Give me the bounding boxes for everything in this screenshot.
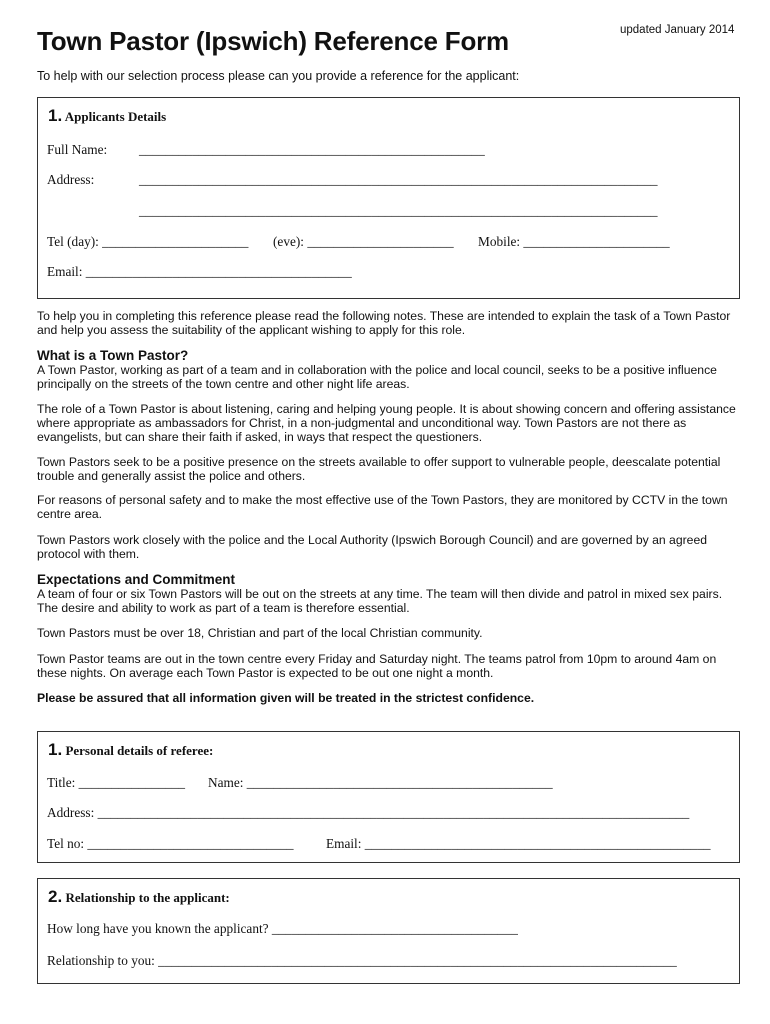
full-name-field[interactable]: ____________________________________________________ bbox=[139, 142, 485, 157]
address-label: Address: bbox=[47, 172, 95, 187]
referee-title-field[interactable]: Title: ________________ bbox=[47, 775, 186, 790]
referee-email-field[interactable]: Email: ____________________________________________________ bbox=[326, 836, 711, 851]
what-is-heading: What is a Town Pastor? bbox=[37, 348, 189, 363]
tel-eve-field[interactable]: (eve): ______________________ bbox=[273, 234, 454, 249]
page-title: Town Pastor (Ipswich) Reference Form bbox=[37, 26, 509, 56]
referee-details-section bbox=[37, 731, 740, 863]
referee-tel-field[interactable]: Tel no: _______________________________ bbox=[47, 836, 294, 851]
confidentiality-note: Please be assured that all information given will be treated in the strictest confidence. bbox=[37, 691, 535, 705]
address-field-line-1[interactable]: ______________________________________________________________________________ bbox=[139, 172, 658, 187]
section-title: Personal details of referee: bbox=[65, 743, 214, 758]
intro-text: To help with our selection process please can you provide a reference for the applicant: bbox=[37, 69, 520, 83]
relationship-heading bbox=[48, 887, 230, 907]
what-paragraph-1: A Town Pastor, working as part of a team and in collaboration with the police and local council, seeks to be a positive influence principally on the streets of the town centre and other night life areas. bbox=[37, 363, 717, 391]
section-title: Relationship to the applicant: bbox=[65, 890, 230, 905]
section-number: 1. bbox=[48, 740, 63, 759]
applicant-details-heading bbox=[48, 106, 166, 126]
how-long-known-field[interactable]: How long have you known the applicant? _____________________________________ bbox=[47, 921, 518, 936]
email-field[interactable]: Email: ________________________________________ bbox=[47, 264, 352, 279]
expectations-paragraph-3: Town Pastor teams are out in the town centre every Friday and Saturday night. The teams patrol from 10pm to around 4am on these nights. On average each Town Pastor is expected to be out one night a month. bbox=[37, 652, 717, 680]
mobile-field[interactable]: Mobile: ______________________ bbox=[478, 234, 670, 249]
expectations-paragraph-2: Town Pastors must be over 18, Christian and part of the local Christian community. bbox=[37, 626, 483, 640]
relationship-section bbox=[37, 878, 740, 984]
referee-details-heading bbox=[48, 740, 213, 760]
help-notes: To help you in completing this reference please read the following notes. These are intended to explain the task of a Town Pastor and help you assess the suitability of the applicant wishing to apply for this role. bbox=[37, 309, 731, 337]
what-paragraph-3: Town Pastors seek to be a positive presence on the streets available to offer support to vulnerable people, deescalate potential trouble and generally assist the police and others. bbox=[37, 455, 721, 483]
section-title: Applicants Details bbox=[64, 109, 167, 124]
referee-address-field[interactable]: Address: _________________________________________________________________________________________ bbox=[47, 805, 690, 820]
tel-day-field[interactable]: Tel (day): ______________________ bbox=[47, 234, 249, 249]
full-name-label: Full Name: bbox=[47, 142, 108, 157]
updated-date: updated January 2014 bbox=[620, 24, 735, 36]
expectations-heading: Expectations and Commitment bbox=[37, 572, 236, 587]
what-paragraph-4: For reasons of personal safety and to make the most effective use of the Town Pastors, they are monitored by CCTV in the town centre area. bbox=[37, 493, 728, 521]
applicant-details-section bbox=[37, 97, 740, 299]
relationship-field[interactable]: Relationship to you: ______________________________________________________________________________ bbox=[47, 953, 677, 968]
what-paragraph-5: Town Pastors work closely with the police and the Local Authority (Ipswich Borough Council) and are governed by an agreed protocol with them. bbox=[37, 533, 708, 561]
section-number: 1. bbox=[48, 106, 63, 125]
referee-name-field[interactable]: Name: ______________________________________________ bbox=[208, 775, 553, 790]
address-field-line-2[interactable]: ______________________________________________________________________________ bbox=[139, 203, 658, 218]
section-number: 2. bbox=[48, 887, 63, 906]
expectations-paragraph-1: A team of four or six Town Pastors will be out on the streets at any time. The team will then divide and patrol in mixed sex pairs. The desire and ability to work as part of a team is therefore essential. bbox=[37, 587, 723, 615]
what-paragraph-2: The role of a Town Pastor is about listening, caring and helping young people. It is about showing concern and offering assistance where appropriate as ambassadors for Christ, in a non-judgmental and unconditional way. Town Pastors are not there as evangelists, but can share their faith if asked, in ways that respect the questioners. bbox=[37, 402, 736, 444]
